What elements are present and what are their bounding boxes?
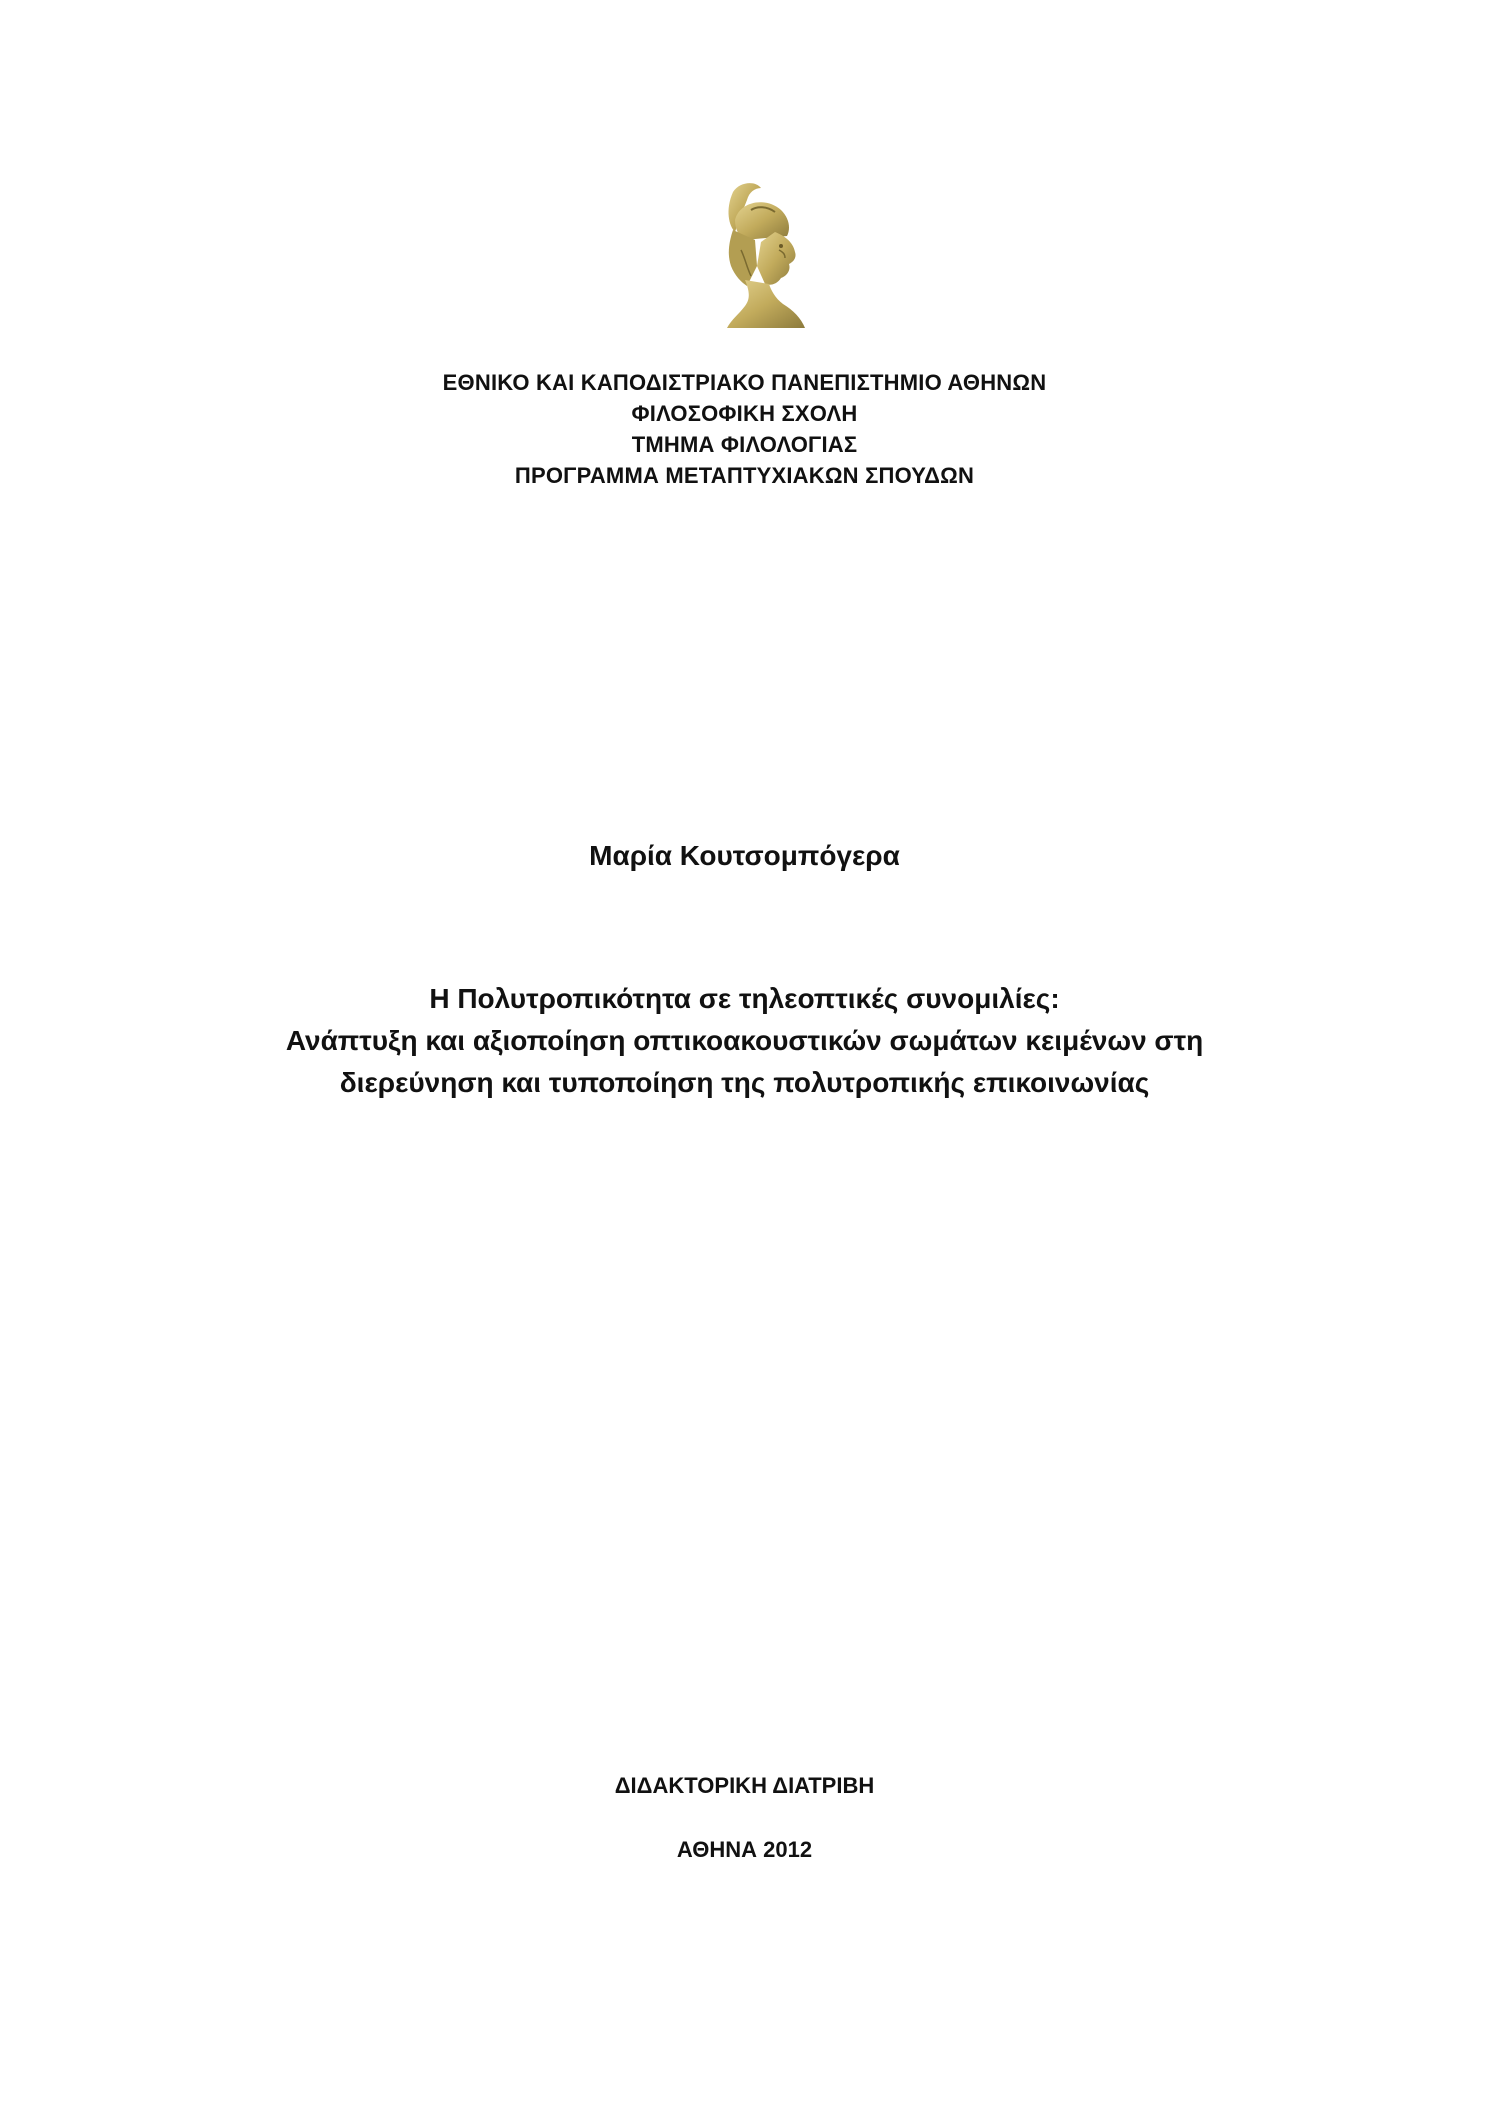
- institution-block: [0, 367, 1489, 491]
- university-name: ΕΘΝΙΚΟ ΚΑΙ ΚΑΠΟΔΙΣΤΡΙΑΚΟ ΠΑΝΕΠΙΣΤΗΜΙΟ ΑΘΗΝΩΝ: [442, 370, 1047, 395]
- program-name: ΠΡΟΓΡΑΜΜΑ ΜΕΤΑΠΤΥΧΙΑΚΩΝ ΣΠΟΥΔΩΝ: [514, 463, 975, 488]
- place-year: ΑΘΗΝΑ 2012: [676, 1837, 813, 1862]
- title-line: διερεύνηση και τυποποίηση της πολυτροπικής επικοινωνίας: [339, 1067, 1150, 1098]
- thesis-title: [0, 978, 1489, 1104]
- school-name: ΦΙΛΟΣΟΦΙΚΗ ΣΧΟΛΗ: [631, 401, 858, 426]
- author-name: Μαρία Κουτσομπόγερα: [589, 840, 900, 871]
- title-line: Ανάπτυξη και αξιοποίηση οπτικοακουστικών σωμάτων κειμένων στη: [285, 1025, 1204, 1056]
- title-line: Η Πολυτροπικότητα σε τηλεοπτικές συνομιλίες:: [429, 983, 1060, 1014]
- document-type: ΔΙΔΑΚΤΟΡΙΚΗ ΔΙΑΤΡΙΒΗ: [614, 1773, 875, 1798]
- athena-head-emblem-icon: [705, 180, 815, 330]
- department-name: ΤΜΗΜΑ ΦΙΛΟΛΟΓΙΑΣ: [631, 432, 858, 457]
